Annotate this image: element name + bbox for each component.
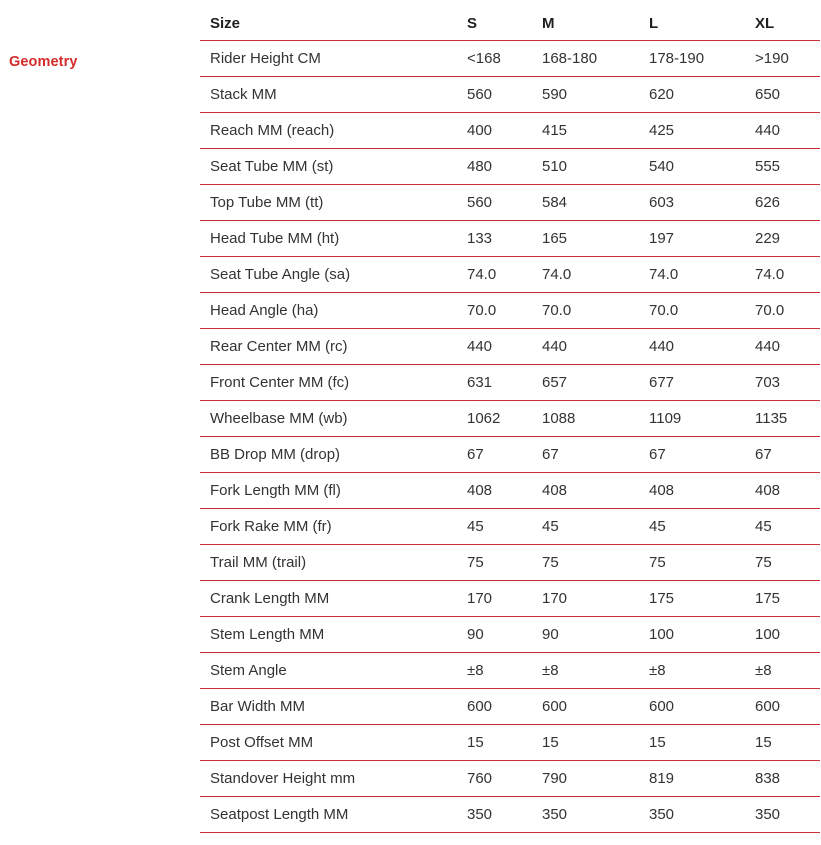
- cell-size-l: 45: [639, 509, 745, 545]
- cell-size-l: 178-190: [639, 41, 745, 77]
- cell-size-m: 170: [532, 581, 639, 617]
- row-label: Stack MM: [200, 77, 457, 113]
- cell-size-s: 631: [457, 365, 532, 401]
- table-row: [200, 149, 820, 185]
- cell-size-l: 408: [639, 473, 745, 509]
- cell-size-l: 620: [639, 77, 745, 113]
- row-label: Seatpost Length MM: [200, 797, 457, 833]
- cell-size-l: 1109: [639, 401, 745, 437]
- table-row: [200, 185, 820, 221]
- cell-size-m: 165: [532, 221, 639, 257]
- cell-size-s: ±8: [457, 653, 532, 689]
- cell-size-xl: 626: [745, 185, 820, 221]
- cell-size-m: 75: [532, 545, 639, 581]
- cell-size-l: 197: [639, 221, 745, 257]
- cell-size-s: 408: [457, 473, 532, 509]
- table-row: [200, 509, 820, 545]
- row-label: Rear Center MM (rc): [200, 329, 457, 365]
- table-row: [200, 221, 820, 257]
- cell-size-xl: 703: [745, 365, 820, 401]
- header-size-m: M: [532, 6, 639, 41]
- cell-size-s: 70.0: [457, 293, 532, 329]
- cell-size-m: 70.0: [532, 293, 639, 329]
- row-label: Stem Length MM: [200, 617, 457, 653]
- cell-size-xl: 650: [745, 77, 820, 113]
- cell-size-xl: 408: [745, 473, 820, 509]
- row-label: Fork Length MM (fl): [200, 473, 457, 509]
- cell-size-xl: 229: [745, 221, 820, 257]
- row-label: Top Tube MM (tt): [200, 185, 457, 221]
- table-row: [200, 257, 820, 293]
- table-row: [200, 617, 820, 653]
- row-label: Bar Width MM: [200, 689, 457, 725]
- cell-size-l: 175: [639, 581, 745, 617]
- table-row: [200, 401, 820, 437]
- row-label: Head Tube MM (ht): [200, 221, 457, 257]
- cell-size-s: 1062: [457, 401, 532, 437]
- cell-size-m: 510: [532, 149, 639, 185]
- section-title: Geometry: [9, 54, 78, 70]
- cell-size-l: ±8: [639, 653, 745, 689]
- cell-size-m: 67: [532, 437, 639, 473]
- cell-size-l: 603: [639, 185, 745, 221]
- table-row: [200, 725, 820, 761]
- cell-size-m: 440: [532, 329, 639, 365]
- table-row: [200, 761, 820, 797]
- cell-size-s: 440: [457, 329, 532, 365]
- table-row: [200, 113, 820, 149]
- cell-size-s: 133: [457, 221, 532, 257]
- table-row: [200, 581, 820, 617]
- header-size-l: L: [639, 6, 745, 41]
- cell-size-s: <168: [457, 41, 532, 77]
- table-row: [200, 653, 820, 689]
- row-label: Front Center MM (fc): [200, 365, 457, 401]
- cell-size-l: 100: [639, 617, 745, 653]
- table-row: [200, 365, 820, 401]
- cell-size-xl: 350: [745, 797, 820, 833]
- cell-size-l: 425: [639, 113, 745, 149]
- cell-size-l: 540: [639, 149, 745, 185]
- row-label: Trail MM (trail): [200, 545, 457, 581]
- cell-size-s: 560: [457, 77, 532, 113]
- table-row: [200, 437, 820, 473]
- cell-size-l: 677: [639, 365, 745, 401]
- table-row: [200, 77, 820, 113]
- cell-size-s: 67: [457, 437, 532, 473]
- table-row: [200, 797, 820, 833]
- cell-size-s: 15: [457, 725, 532, 761]
- table-body: [200, 41, 820, 833]
- cell-size-m: 657: [532, 365, 639, 401]
- cell-size-l: 350: [639, 797, 745, 833]
- cell-size-s: 90: [457, 617, 532, 653]
- cell-size-m: 168-180: [532, 41, 639, 77]
- cell-size-l: 600: [639, 689, 745, 725]
- cell-size-m: 15: [532, 725, 639, 761]
- cell-size-xl: 67: [745, 437, 820, 473]
- cell-size-xl: 555: [745, 149, 820, 185]
- cell-size-l: 70.0: [639, 293, 745, 329]
- geometry-table: [200, 6, 820, 833]
- cell-size-l: 74.0: [639, 257, 745, 293]
- cell-size-l: 75: [639, 545, 745, 581]
- table-header-row: [200, 6, 820, 41]
- cell-size-m: 90: [532, 617, 639, 653]
- cell-size-s: 74.0: [457, 257, 532, 293]
- header-size-s: S: [457, 6, 532, 41]
- cell-size-m: 584: [532, 185, 639, 221]
- cell-size-xl: 75: [745, 545, 820, 581]
- row-label: Crank Length MM: [200, 581, 457, 617]
- cell-size-l: 15: [639, 725, 745, 761]
- row-label: Reach MM (reach): [200, 113, 457, 149]
- cell-size-m: 415: [532, 113, 639, 149]
- cell-size-m: 350: [532, 797, 639, 833]
- row-label: Wheelbase MM (wb): [200, 401, 457, 437]
- cell-size-l: 440: [639, 329, 745, 365]
- cell-size-m: 1088: [532, 401, 639, 437]
- table-row: [200, 473, 820, 509]
- header-size-xl: XL: [745, 6, 820, 41]
- cell-size-xl: 15: [745, 725, 820, 761]
- row-label: Stem Angle: [200, 653, 457, 689]
- cell-size-m: 408: [532, 473, 639, 509]
- cell-size-s: 75: [457, 545, 532, 581]
- cell-size-xl: 70.0: [745, 293, 820, 329]
- cell-size-s: 560: [457, 185, 532, 221]
- table-row: [200, 689, 820, 725]
- cell-size-s: 45: [457, 509, 532, 545]
- cell-size-m: 45: [532, 509, 639, 545]
- cell-size-xl: 100: [745, 617, 820, 653]
- row-label: Standover Height mm: [200, 761, 457, 797]
- cell-size-m: 590: [532, 77, 639, 113]
- cell-size-xl: >190: [745, 41, 820, 77]
- cell-size-xl: 440: [745, 329, 820, 365]
- row-label: Rider Height CM: [200, 41, 457, 77]
- cell-size-s: 170: [457, 581, 532, 617]
- cell-size-l: 819: [639, 761, 745, 797]
- cell-size-m: 600: [532, 689, 639, 725]
- cell-size-xl: 1135: [745, 401, 820, 437]
- cell-size-xl: ±8: [745, 653, 820, 689]
- row-label: Seat Tube Angle (sa): [200, 257, 457, 293]
- cell-size-m: 790: [532, 761, 639, 797]
- row-label: Post Offset MM: [200, 725, 457, 761]
- row-label: Seat Tube MM (st): [200, 149, 457, 185]
- cell-size-xl: 440: [745, 113, 820, 149]
- cell-size-l: 67: [639, 437, 745, 473]
- cell-size-m: 74.0: [532, 257, 639, 293]
- table-row: [200, 545, 820, 581]
- table-row: [200, 329, 820, 365]
- row-label: BB Drop MM (drop): [200, 437, 457, 473]
- cell-size-xl: 600: [745, 689, 820, 725]
- row-label: Fork Rake MM (fr): [200, 509, 457, 545]
- cell-size-s: 400: [457, 113, 532, 149]
- cell-size-s: 350: [457, 797, 532, 833]
- cell-size-xl: 838: [745, 761, 820, 797]
- cell-size-xl: 45: [745, 509, 820, 545]
- table-row: [200, 41, 820, 77]
- cell-size-s: 480: [457, 149, 532, 185]
- header-size-label: Size: [200, 6, 457, 41]
- cell-size-m: ±8: [532, 653, 639, 689]
- cell-size-xl: 74.0: [745, 257, 820, 293]
- cell-size-xl: 175: [745, 581, 820, 617]
- cell-size-s: 600: [457, 689, 532, 725]
- row-label: Head Angle (ha): [200, 293, 457, 329]
- table-row: [200, 293, 820, 329]
- cell-size-s: 760: [457, 761, 532, 797]
